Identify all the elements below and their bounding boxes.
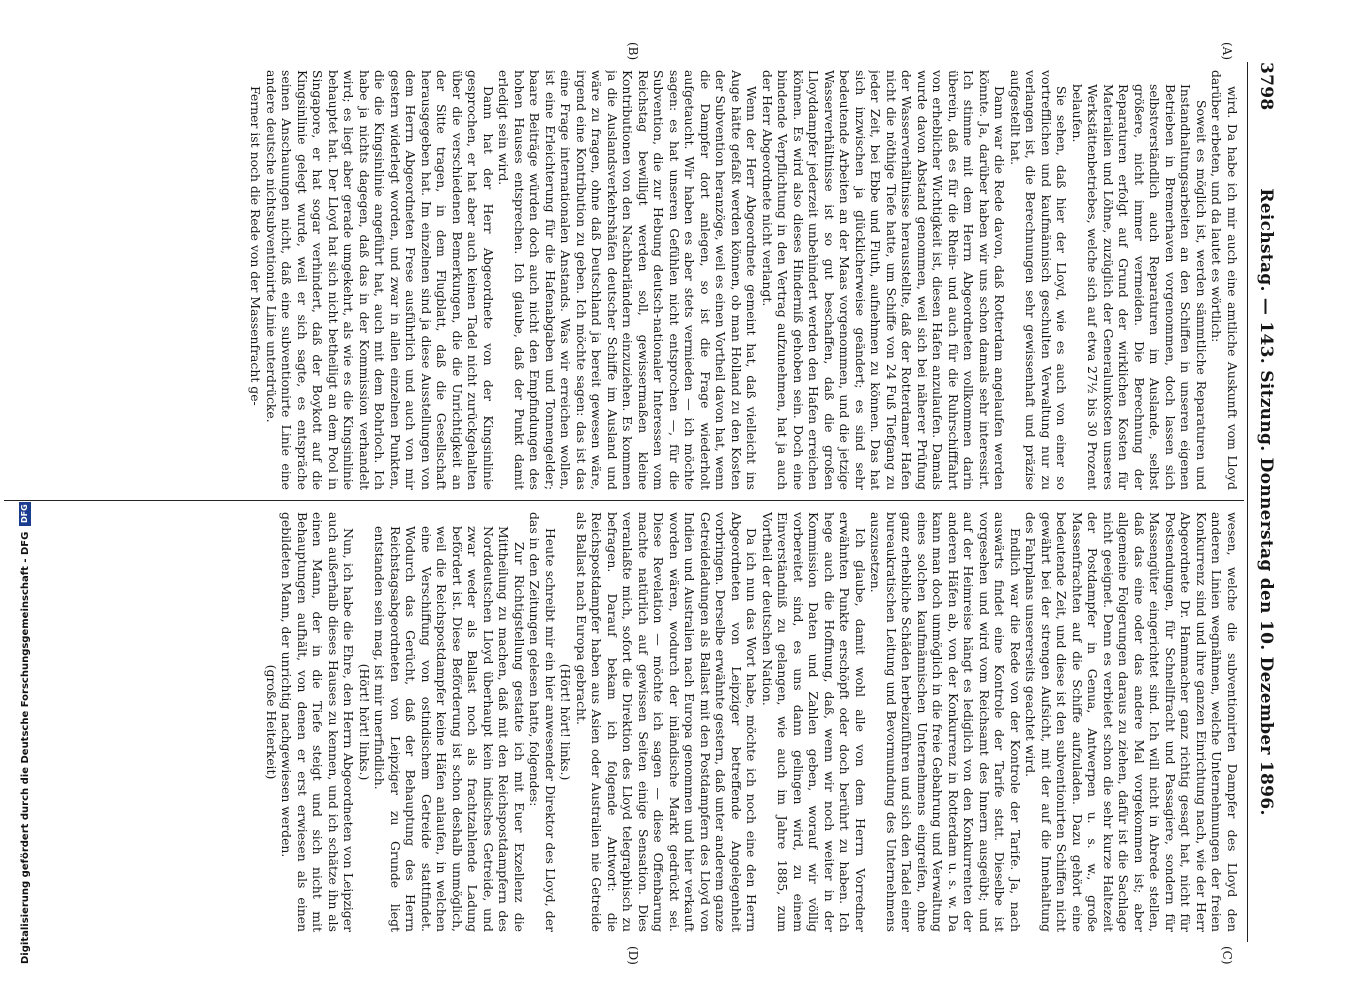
paragraph: Da ich nun das Wort habe, möchte ich noch eine den Herrn Abgeordneten von Leipziger betreffende Angelegenheit vorbringen. Derselbe erwähnte gestern, daß unter anderem ganze Getreideladungen als Ballast mit den Postdampfern des Lloyd von Indien und Australien nach Europa genommen und hier verkauft worden wären, wodurch der inländische Markt gedrückt sei. Diese Revelation — möchte ich sagen — diese Offenbarung machte natürlich auf gewissen Seiten einige Sensation. Dies veranlaßte mich, sofort die Direktion des Lloyd telegraphisch zu befragen. Darauf bekam ich folgende Antwort: die Reichspostdampfer haben aus Asien oder Australien nie Getreide als Ballast nach Europa gebracht. (574, 512, 760, 932)
interjection: (Hört! hört! links.) (357, 663, 372, 781)
page-number: 3798 (1256, 62, 1276, 111)
quoted-paragraph: Zur Richtigstellung gestatte ich mit Euer Exzellenz die Mittheilung zu machen, daß mit den Reichspostdampfern des Norddeutschen Lloyd überhaupt kein indisches Getreide, und zwar weder als Ballast noch als frachtzahlende Ladung befördert ist. Diese Beförderung ist schon deshalb unmöglich, weil die Reichspostdampfer keine Häfen anlaufen, in welchen eine Verschiffung von ostindischem Getreide stattfindet. Wodurch das Gerücht, daß der Behauptung des Herrn Reichstagsabgeordneten von Leipziger zu Grunde liegt entstanden sein mag, ist mir unerfindlich. (372, 526, 527, 932)
header-rule (1247, 62, 1248, 942)
margin-marker-c: (C) (1220, 946, 1234, 965)
digitization-attribution (13, 24, 37, 964)
margin-marker-a: (A) (1220, 42, 1234, 61)
page-title (1256, 62, 1276, 942)
paragraph: Dann war die Rede davon, daß Rotterdam angelaufen werden könnte. Ja, darüber haben wir uns schon damals sehr interessirt. Ich stimme mit dem Herrn Abgeordneten vollkommen darin überein, daß es für die Rhein- und auch für die Ruhrschifffahrt von erheblicher Wichtigkeit ist, diesen Hafen anzulaufen. Damals wurde davon Abstand genommen, weil sich bei näherer Prüfung der Wasserverhältnisse herausstellte, daß der Rotterdamer Hafen nicht die nöthige Tiefe hatte, um Schiffe von 24 Fuß Tiefgang zu jeder Zeit, bei Ebbe und Fluth, aufnehmen zu können. Das hat sich inzwischen ja glücklicherweise geändert; es sind sehr bedeutende Arbeiten an der Maas vorgenommen, und die jetzige Wasserverhältnisse ist so gut beschaffen, daß die großen Lloyddampfer jederzeit unbehindert werden den Hafen erreichen können. Es wird also dieses Hinderniß gehoben sein. Doch eine bindende Verpflichtung in den Vertrag aufzunehmen, hat ja auch der Herr Abgeordnete nicht verlangt. (760, 70, 1008, 490)
paragraph: Ich glaube, damit wohl alle von dem Herrn Vorredner erwähnten Punkte erschöpft oder doch berührt zu haben. Ich hege auch die Hoffnung, daß, wenn wir noch weiter in der Kommission Daten und Zahlen geben, worauf wir völlig vorbereitet sind, es uns dann gelingen wird, zu einem Einverständniß zu gelangen, wie auch im Jahre 1885, zum Vortheil der deutschen Nation. (760, 512, 868, 932)
paragraph: Endlich war die Rede von der Kontrole der Tarife. Ja, nach auswärts findet eine Kontrole der Tarife statt. Dieselbe ist vorgesehen und wird vom Reichsamt des Innern ausgeübt; und auf der Heimreise hängt es lediglich von den Konkurrenten der anderen Häfen ab, von der Konkurrenz in Rotterdam u. s. w. Da kann man doch unmöglich in die freie Gebahrung und Verwaltung eines solchen kaufmännischen Unternehmens eingreifen, ohne ganz erhebliche Schäden herbeizuführen und sich den Tadel einer bureaukratischen Leitung und Bevormundung des Unternehmens auszusetzen. (868, 512, 1023, 932)
paragraph: Sie sehen, daß hier der Lloyd, wie es auch von einer so vortrefflichen und kaufmännisch geschulten Verwaltung nur zu verlangen ist, die Berechnungen sehr gewissenhaft und präzise aufgestellt hat. (1008, 70, 1070, 490)
margin-marker-b: (B) (626, 42, 640, 61)
left-column (5, 70, 1240, 490)
interjection: (große Heiterkeit) (264, 664, 279, 780)
paragraph: Ferner ist noch die Rede von der Massenfracht ge- (248, 86, 264, 406)
margin-marker-d: (D) (626, 946, 640, 965)
quoted-paragraph: Soweit es möglich ist, werden sämmtliche Reparaturen und Instandhaltungsarbeiten an den Schiffen in unseren eigenen Betrieben in Bremerhaven vorgenommen, doch lassen sich selbstverständlich auch Reparaturen im Auslande, selbst größere, nicht immer vermeiden. Die Berechnung der Reparaturen erfolgt auf Grund der wirklichen Kosten für Materialien und Löhne, zuzüglich der Generalunkosten unseres Werkstättenbetriebes, welche sich auf etwa 27½ bis 30 Prozent belaufen. (1070, 84, 1209, 490)
page-title-date: Donnerstag den 10. Dezember 1896. (1256, 457, 1276, 816)
paragraph: Nun, ich habe die Ehre, den Herrn Abgeordneten von Leipziger auch außerhalb dieses Hauses zu kennen, und ich schätze ihn als einen Mann, der in die Tiefe steigt und sich nicht mit Behauptungen aufhält, von denen er erst erwiesen als einen gebildeten Mann, der unrichtig nachgewiesen werden. (279, 512, 357, 932)
dfg-logo-icon: DFG (19, 502, 31, 526)
attribution-text: Digitalisierung gefördert durch die Deutsche Forschungsgemeinschaft - DFG (19, 531, 31, 964)
paragraph: wesen, welche die subventionirten Dampfer des Lloyd den anderen Linien wegnähmen, welche Unternehmungen der freien Konkurrenz sind und ihre ganzen Einrichtung nach, wie der Herr Abgeordnete Dr. Hammacher ganz richtig gesagt hat, nicht für Postsendungen, für Schnellfracht und Passagiere, sondern für Massengüter eingerichtet sind. Ich will nicht in Abrede stellen, daß das eine oder das andere Mal vorgekommen ist; aber allgemeine Folgerungen daraus zu ziehen, dafür ist die Sachlage nicht geeignet. Denn es verbietet schon die sehr kurze Haltezeit der Postdampfer in Genua, Antwerpen u. s. w., große Massenfrachten auf die Schiffe aufzuladen. Dazu gehört eine bedeutende Zeit, und diese ist den subventionirten Schiffen nicht gewährt bei der strengen Aufsicht, mit der auf die Innehaltung des Fahrplans unsererseits geachtet wird. (1023, 512, 1240, 932)
paragraph: Wenn der Herr Abgeordnete gemeint hat, daß vielleicht ins Auge hätte gefaßt werden können, ob man Holland zu den Kosten der Subvention heranzöge, weil es einen Vortheil davon hat, wenn die Dampfer dort anlegen, so ist die Frage wiederholt aufgetaucht. Wir haben es aber stets vermieden — ich möchte sagen: es hat unseren Gefühlen nicht entsprochen —, für die Subvention, die zur Hebung deutsch-nationaler Interessen vom Reichstag bewilligt werden soll, gewissermaßen kleine Kontributionen von den Nachbarländern einzuziehen. Es kommen ja die Auslandsverkehrshäfen deutscher Schiffe im Ausland und wäre zu fragen, ohne daß Deutschland ja bereit gewesen wäre, irgend eine Kontribution zu geben. Ich möchte sagen: das ist das eine Frage internationalen Anstands. Was wir erreichen wollen, ist eine Erleichterung für die Hafenabgaben und Tonnengelder; baare Beiträge würden doch auch nicht den Empfindungen des hohen Hauses entsprechen. Ich glaube, daß der Punkt damit erledigt sein wird. (496, 70, 760, 490)
page-title-session: Reichstag. — 143. Sitzung. (1256, 188, 1276, 458)
paragraph: Dann hat der Herr Abgeordnete von der Kingsinlinie gesprochen, er hat aber auch keinen Tadel nicht zurückgehalten über die verschiedenen Bemerkungen, die die Unrichtigkeit an der Sitte tragen, in dem Flugblatt, daß die Gesellschaft herausgegeben hat. Im einzelnen sind ja diese Ausstellungen von dem Herrn Abgeordneten Frese ausführlich und auch von mir gestern widerlegt worden, und zwar in allen einzelnen Punkten, die die Kingsinlinie angeführt hat, auch mit dem Bohrloch. Ich habe ja nichts dagegen, daß das in der Kommission verhandelt wird; es liegt aber gerade umgekehrt, als wie es die Kingsinlinie behauptet hat. Der Lloyd hat sich nicht betheiligt an dem Pool in Singapore, er hat sogar verhindert, daß der Boykott auf die Kingsinlinie gelegt wurde, weil er sich sagte, es entspräche seinen Anschauungen nicht, daß eine subventionirte Linie eine andere deutsche nichtsubventionirte Linie unterdrücke. (264, 70, 496, 490)
interjection: (Hört! hört! links.) (558, 663, 574, 781)
paragraph: Heute schreibt mir ein hier anwesender Direktor des Lloyd, der das in den Zeitungen gelesen hatte, folgendes: (527, 512, 558, 932)
page-header (1252, 62, 1276, 942)
paragraph: wird. Da habe ich mir auch eine amtliche Auskunft vom Lloyd darüber erbeten, und da lautet es wörtlich: (1209, 70, 1240, 490)
right-column (5, 512, 1240, 932)
column-divider (4, 500, 1244, 501)
